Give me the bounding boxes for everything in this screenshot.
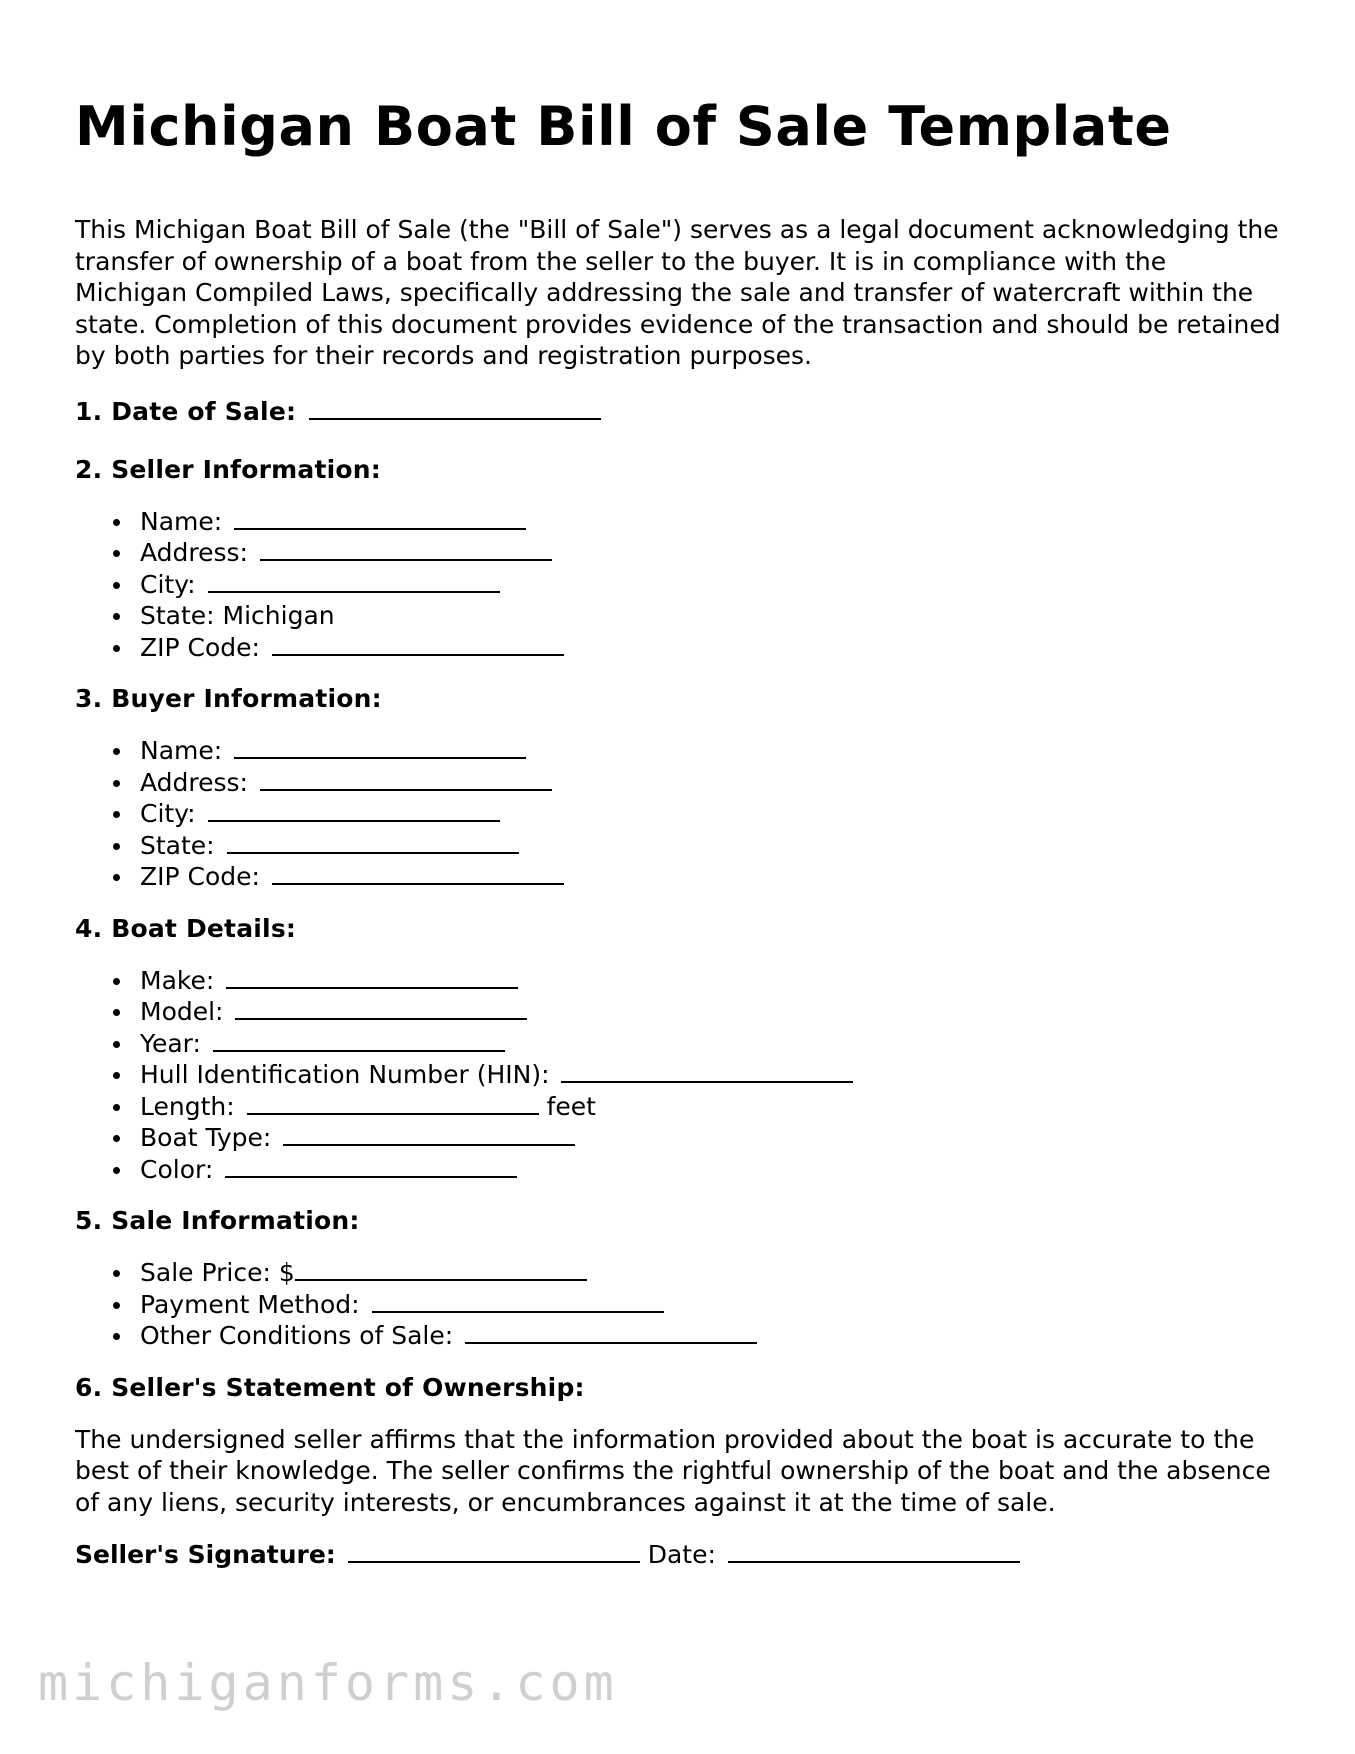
- sale-price-label: Sale Price: $: [140, 1258, 295, 1287]
- list-item: [75, 632, 1285, 664]
- list-item: [75, 1320, 1285, 1352]
- list-item: [75, 1257, 1285, 1289]
- buyer-address-blank[interactable]: [260, 767, 552, 791]
- bill-of-sale-page: [75, 0, 1285, 1571]
- buyer-zip-label: ZIP Code:: [140, 862, 260, 891]
- seller-city-label: City:: [140, 569, 196, 599]
- list-item: [75, 1059, 1285, 1091]
- ownership-statement-text: The undersigned seller affirms that the information provided about the boat is accurate to the best of their knowledge. The seller confirms the rightful ownership of the boat and the absence of any liens, security interests, or encumbrances against it at the time of sale.: [75, 1424, 1271, 1517]
- boat-year-label: Year:: [140, 1028, 201, 1058]
- date-of-sale-blank[interactable]: [309, 396, 601, 420]
- seller-fields: [75, 506, 1285, 664]
- sale-price-blank[interactable]: [295, 1257, 587, 1281]
- date-of-sale-row: [75, 396, 1285, 428]
- list-item: [75, 600, 1285, 632]
- ownership-statement-heading: 6. Seller's Statement of Ownership:: [75, 1372, 585, 1402]
- boat-make-label: Make:: [140, 965, 215, 995]
- list-item: [75, 861, 1285, 893]
- boat-length-blank[interactable]: [247, 1091, 539, 1115]
- buyer-state-blank[interactable]: [227, 830, 519, 854]
- watermark: michiganforms.com: [38, 1654, 618, 1712]
- boat-details-heading: 4. Boat Details:: [75, 913, 297, 943]
- boat-year-blank[interactable]: [213, 1028, 505, 1052]
- intro-paragraph: This Michigan Boat Bill of Sale (the "Bill of Sale") serves as a legal document acknowledging the transfer of ownership of a boat from the seller to the buyer. It is in compliance with the Michigan Compiled Laws, specifically addressing the sale and transfer of watercraft within the state. Completion of this document provides evidence of the transaction and should be retained by both parties for their records and registration purposes.: [75, 215, 1281, 370]
- list-item: [75, 798, 1285, 830]
- seller-state-label: State: Michigan: [140, 601, 335, 630]
- boat-length-label: Length:: [140, 1091, 235, 1121]
- seller-signature-blank[interactable]: [348, 1539, 640, 1563]
- boat-color-blank[interactable]: [225, 1154, 517, 1178]
- buyer-name-blank[interactable]: [234, 735, 526, 759]
- list-item: [75, 996, 1285, 1028]
- list-item: [75, 569, 1285, 601]
- seller-name-label: Name:: [140, 506, 223, 536]
- buyer-info-heading: 3. Buyer Information:: [75, 684, 382, 713]
- signature-date-label: Date:: [647, 1540, 716, 1569]
- payment-method-label: Payment Method:: [140, 1289, 360, 1319]
- list-item: [75, 1289, 1285, 1321]
- list-item: [75, 965, 1285, 997]
- signature-row: [75, 1539, 1285, 1571]
- boat-fields: [75, 965, 1285, 1186]
- list-item: [75, 1122, 1285, 1154]
- buyer-zip-blank[interactable]: [272, 861, 564, 885]
- sale-fields: [75, 1257, 1285, 1352]
- list-item: [75, 537, 1285, 569]
- seller-address-blank[interactable]: [260, 537, 552, 561]
- seller-address-label: Address:: [140, 538, 248, 567]
- date-of-sale-label: 1. Date of Sale:: [75, 396, 297, 426]
- boat-type-blank[interactable]: [283, 1122, 575, 1146]
- buyer-fields: [75, 735, 1285, 893]
- buyer-name-label: Name:: [140, 736, 223, 765]
- boat-model-blank[interactable]: [235, 996, 527, 1020]
- payment-method-blank[interactable]: [372, 1289, 664, 1313]
- list-item: [75, 830, 1285, 862]
- other-conditions-label: Other Conditions of Sale:: [140, 1321, 454, 1350]
- document-title: Michigan Boat Bill of Sale Template: [75, 95, 1172, 158]
- list-item: [75, 735, 1285, 767]
- list-item: [75, 1154, 1285, 1186]
- buyer-city-label: City:: [140, 799, 196, 828]
- boat-hin-blank[interactable]: [561, 1059, 853, 1083]
- list-item: [75, 767, 1285, 799]
- boat-model-label: Model:: [140, 997, 224, 1026]
- sale-info-heading: 5. Sale Information:: [75, 1206, 360, 1235]
- signature-date-blank[interactable]: [728, 1539, 1020, 1563]
- seller-signature-label: Seller's Signature:: [75, 1540, 336, 1569]
- seller-name-blank[interactable]: [234, 506, 526, 530]
- boat-make-blank[interactable]: [226, 965, 518, 989]
- seller-zip-label: ZIP Code:: [140, 632, 260, 662]
- other-conditions-blank[interactable]: [465, 1320, 757, 1344]
- boat-color-label: Color:: [140, 1154, 214, 1184]
- seller-city-blank[interactable]: [208, 569, 500, 593]
- buyer-address-label: Address:: [140, 767, 248, 797]
- buyer-state-label: State:: [140, 830, 215, 860]
- seller-zip-blank[interactable]: [272, 632, 564, 656]
- list-item: [75, 1028, 1285, 1060]
- boat-type-label: Boat Type:: [140, 1123, 272, 1152]
- buyer-city-blank[interactable]: [208, 798, 500, 822]
- seller-info-heading: 2. Seller Information:: [75, 454, 381, 484]
- list-item: [75, 1091, 1285, 1123]
- boat-length-unit: feet: [546, 1091, 596, 1121]
- boat-hin-label: Hull Identification Number (HIN):: [140, 1060, 550, 1089]
- list-item: [75, 506, 1285, 538]
